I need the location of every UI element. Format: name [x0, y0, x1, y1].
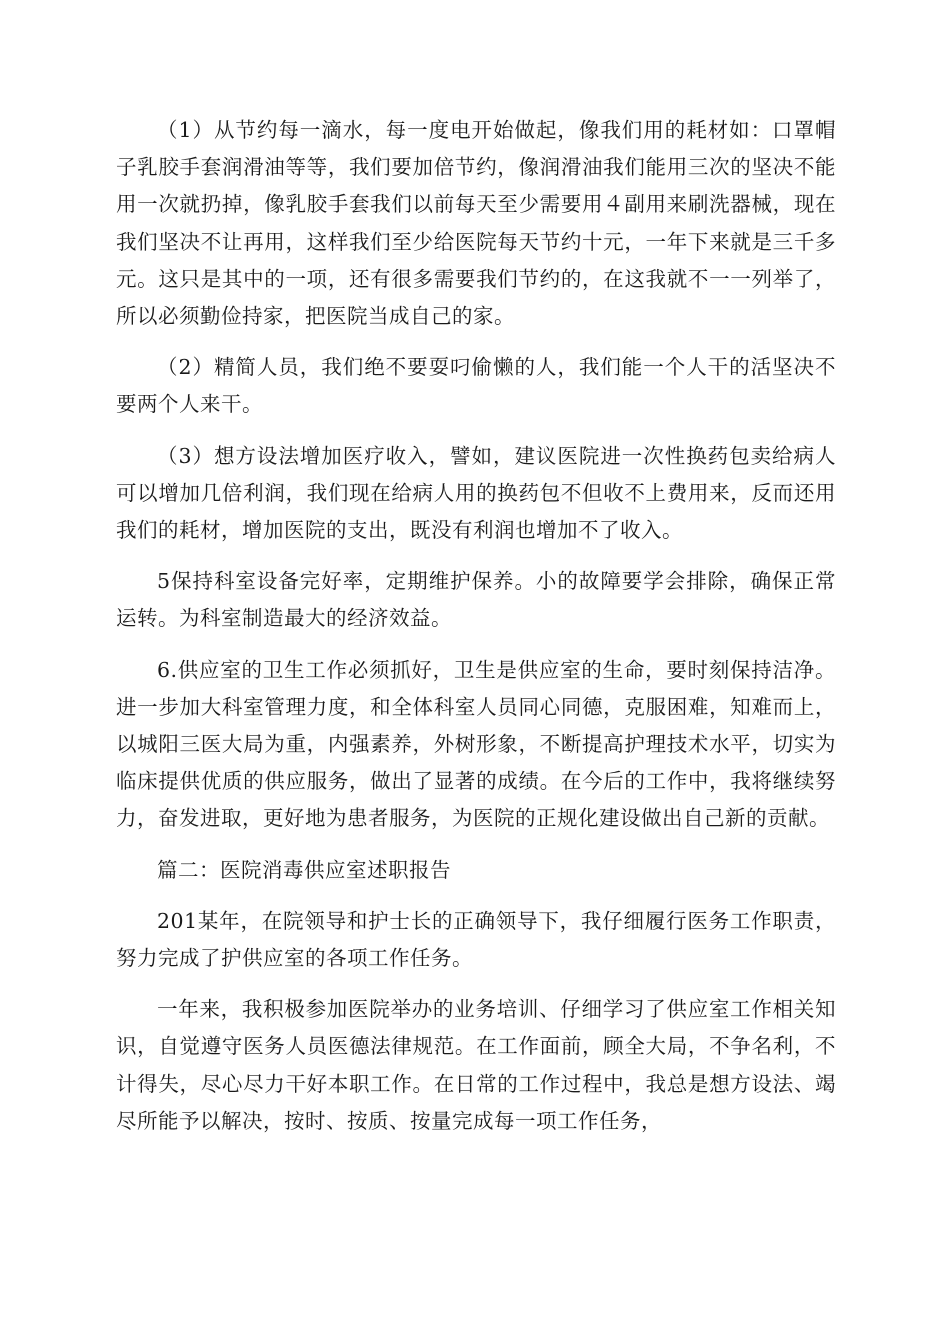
paragraph-training-study: 一年来，我积极参加医院举办的业务培训、仔细学习了供应室工作相关知识，自觉遵守医务人员医德法律规范。在工作面前，顾全大局，不争名利，不计得失，尽心尽力干好本职工作。在日常的工作过程中，我总是想方设法、竭尽所能予以解决，按时、按质、按量完成每一项工作任务， [116, 997, 836, 1133]
paragraph-equipment-maintenance: 5保持科室设备完好率，定期维护保养。小的故障要学会排除，确保正常运转。为科室制造最大的经济效益。 [116, 569, 836, 631]
paragraph-increase-income: （3）想方设法增加医疗收入，譬如，建议医院进一次性换药包卖给病人可以增加几倍利润，我们现在给病人用的换药包不但收不上费用来，反而还用我们的耗材，增加医院的支出，既没有利润也增加不了收入。 [116, 443, 836, 543]
paragraph-saving-items: （1）从节约每一滴水，每一度电开始做起，像我们用的耗材如：口罩帽子乳胶手套润滑油等等，我们要加倍节约，像润滑油我们能用三次的坚决不能用一次就扔掉，像乳胶手套我们以前每天至少需要用４副用来刷洗器械，现在我们坚决不让再用，这样我们至少给医院每天节约十元，一年下来就是三千多元。这只是其中的一项，还有很多需要我们节约的，在这我就不一一列举了，所以必须勤俭持家，把医院当成自己的家。 [116, 118, 836, 329]
section-heading: 篇二：医院消毒供应室述职报告 [157, 857, 451, 882]
document-body [116, 112, 836, 1154]
paragraph-staff-reduction: （2）精简人员，我们绝不要耍叼偷懒的人，我们能一个人干的活坚决不要两个人来干。 [116, 355, 836, 417]
paragraph-hygiene-work: 6.供应室的卫生工作必须抓好，卫生是供应室的生命，要时刻保持洁净。进一步加大科室管理力度，和全体科室人员同心同德，克服困难，知难而上，以城阳三医大局为重，内强素养，外树形象，不断提高护理技术水平，切实为临床提供优质的供应服务，做出了显著的成绩。在今后的工作中，我将继续努力，奋发进取，更好地为患者服务，为医院的正规化建设做出自己新的贡献。 [116, 657, 836, 831]
paragraph-annual-summary: 201某年，在院领导和护士长的正确领导下，我仔细履行医务工作职责，努力完成了护供应室的各项工作任务。 [116, 908, 836, 971]
